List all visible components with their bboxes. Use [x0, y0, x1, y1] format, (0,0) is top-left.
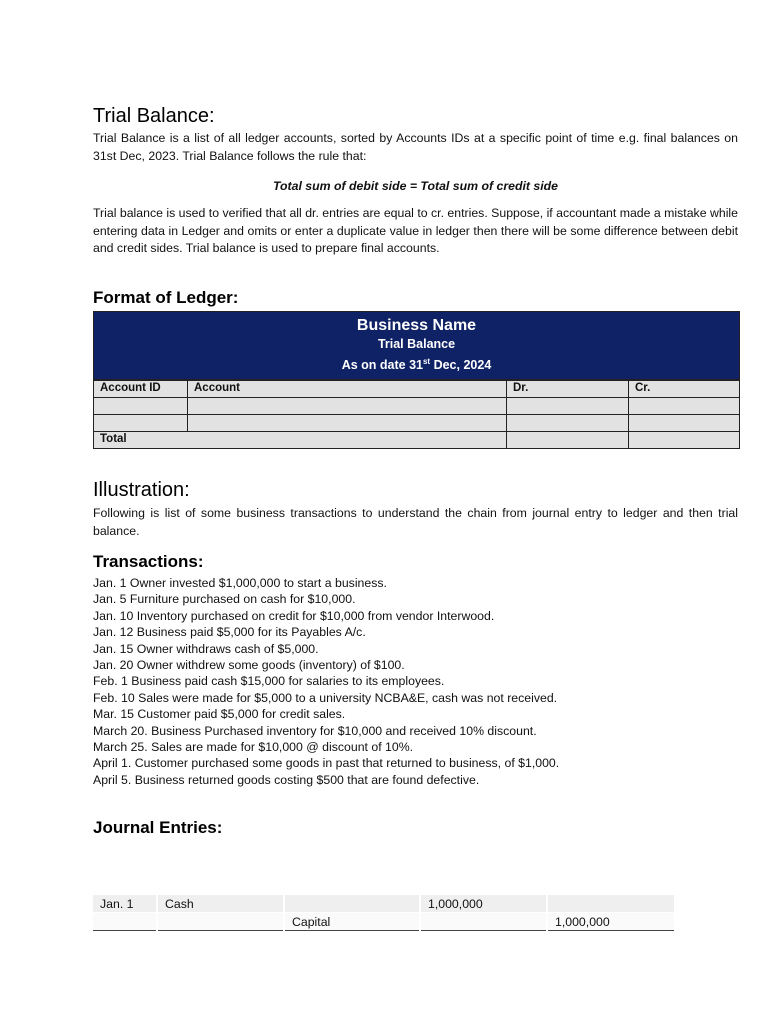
illustration-text: Following is list of some business transactions to understand the chain from journal entry to ledger and then trial balance. — [93, 506, 738, 538]
transaction-item: Feb. 1 Business paid cash $15,000 for salaries to its employees. — [93, 674, 445, 689]
format-of-ledger-heading: Format of Ledger: — [93, 288, 239, 307]
table-cell — [628, 398, 737, 414]
table-cell — [187, 398, 506, 414]
journal-debit-account: Cash — [157, 895, 284, 913]
column-header-dr: Dr. — [506, 381, 628, 397]
table-row — [94, 414, 739, 431]
table-row — [93, 895, 674, 913]
trial-balance-heading: Trial Balance: — [93, 105, 215, 127]
table-cell — [94, 415, 187, 431]
journal-credit-amount: 1,000,000 — [547, 913, 674, 931]
journal-debit-amount — [420, 913, 547, 931]
table-row — [93, 913, 674, 931]
transaction-item: March 20. Business Purchased inventory for $10,000 and received 10% discount. — [93, 723, 537, 738]
column-header-account-id: Account ID — [100, 382, 161, 395]
table-header-row — [94, 380, 739, 397]
table-cell — [628, 415, 737, 431]
illustration-heading: Illustration: — [93, 479, 190, 501]
business-name: Business Name — [356, 317, 477, 334]
journal-date: Jan. 1 — [93, 895, 157, 913]
table-cell — [506, 398, 628, 414]
trial-balance-intro: Trial Balance is a list of all ledger accounts, sorted by Accounts IDs at a specific point of time e.g. final balances on 31st Dec, 2023. Trial Balance follows the rule that: — [93, 131, 738, 163]
table-cell — [628, 432, 737, 448]
journal-entries-table — [93, 895, 674, 931]
column-header-account: Account — [187, 381, 506, 397]
transaction-item: Jan. 5 Furniture purchased on cash for $10,000. — [93, 592, 356, 607]
total-label: Total — [100, 433, 127, 446]
column-header-cr: Cr. — [628, 381, 737, 397]
trial-balance-table-header — [94, 312, 739, 380]
journal-credit-amount — [547, 895, 674, 913]
date-superscript: st — [422, 357, 431, 366]
table-cell — [187, 415, 506, 431]
transaction-item: Jan. 10 Inventory purchased on credit for $10,000 from vendor Interwood. — [93, 608, 495, 623]
transactions-heading: Transactions: — [93, 552, 204, 571]
journal-entries-heading: Journal Entries: — [93, 818, 223, 837]
transaction-item: Jan. 1 Owner invested $1,000,000 to start a business. — [93, 576, 387, 590]
transaction-item: April 1. Customer purchased some goods in past that returned to business, of $1,000. — [93, 756, 560, 771]
transaction-item: Feb. 10 Sales were made for $5,000 to a university NCBA&E, cash was not received. — [93, 690, 558, 705]
table-subtitle: Trial Balance — [377, 337, 456, 351]
transaction-item: April 5. Business returned goods costing $500 that are found defective. — [93, 772, 480, 787]
journal-debit-account — [157, 913, 284, 931]
transaction-item: Mar. 15 Customer paid $5,000 for credit sales. — [93, 707, 346, 722]
transaction-item: Jan. 15 Owner withdraws cash of $5,000. — [93, 641, 319, 656]
date-prefix: As on date 31 — [341, 358, 423, 373]
transaction-item: Jan. 20 Owner withdrew some goods (inventory) of $100. — [93, 658, 405, 673]
journal-credit-account — [284, 895, 420, 913]
journal-date — [93, 913, 157, 931]
trial-balance-rule: Total sum of debit side = Total sum of credit side — [272, 179, 559, 193]
table-cell — [94, 398, 187, 414]
journal-debit-amount: 1,000,000 — [420, 895, 547, 913]
table-row — [94, 397, 739, 414]
table-cell — [506, 415, 628, 431]
table-total-row — [94, 431, 739, 448]
table-date — [94, 353, 739, 374]
trial-balance-format-table — [93, 311, 740, 449]
journal-credit-account: Capital — [284, 913, 420, 931]
table-cell — [506, 432, 628, 448]
transaction-item: Jan. 12 Business paid $5,000 for its Payables A/c. — [93, 625, 366, 640]
trial-balance-usage: Trial balance is used to verified that all dr. entries are equal to cr. entries. Suppose, if accountant made a mistake while entering data in Ledger and omits or enter a duplicate value in ledger then there will be some difference between debit and credit sides. Trial balance is used to prepare final accounts. — [93, 206, 738, 255]
transaction-item: March 25. Sales are made for $10,000 @ discount of 10%. — [93, 740, 414, 755]
transactions-list — [93, 575, 738, 788]
date-suffix: Dec, 2024 — [430, 358, 492, 373]
